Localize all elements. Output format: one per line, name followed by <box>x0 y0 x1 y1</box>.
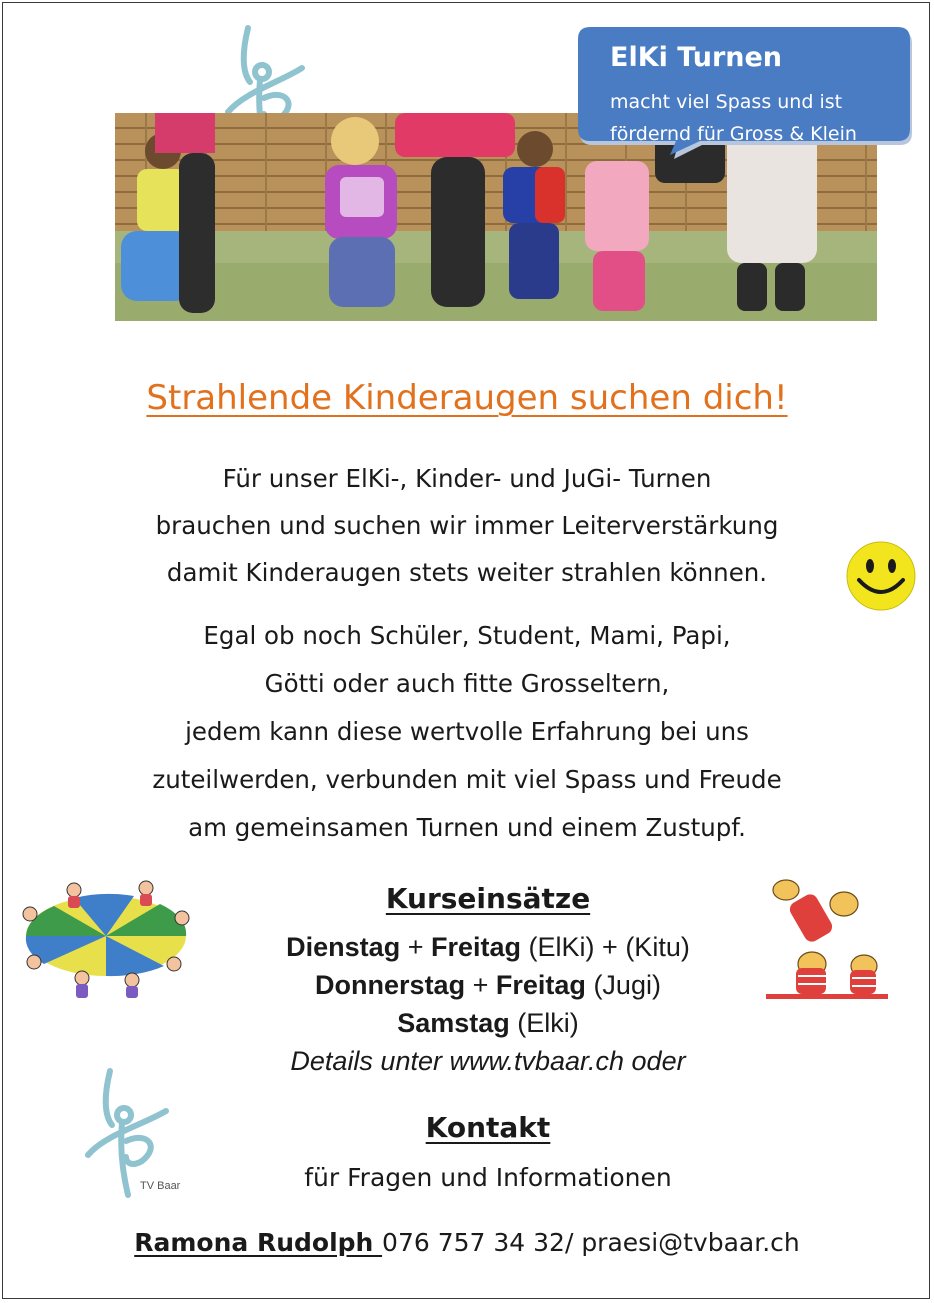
paragraph-line: brauchen und suchen wir immer Leiterverstärkung <box>155 511 779 540</box>
invitation-paragraph <box>0 612 934 852</box>
paragraph-line: jedem kann diese wertvolle Erfahrung bei uns <box>185 717 749 746</box>
paragraph-line: Für unser ElKi-, Kinder- und JuGi- Turnen <box>222 464 712 493</box>
bubble-title: ElKi Turnen <box>610 42 783 73</box>
schedule-row: Donnerstag + Freitag (Jugi) <box>315 970 661 1000</box>
paragraph-line: zuteilwerden, verbunden mit viel Spass und Freude <box>152 765 782 794</box>
courses-title: Kurseinsätze <box>385 882 591 915</box>
smiley-icon <box>845 540 917 612</box>
contact-phone-email: 076 757 34 32/ praesi@tvbaar.ch <box>382 1228 800 1257</box>
bubble-text <box>610 86 857 150</box>
paragraph-line: Götti oder auch fitte Grosseltern, <box>264 669 670 698</box>
logo-caption: TV Baar <box>140 1180 181 1192</box>
contact-name: Ramona Rudolph <box>134 1228 383 1257</box>
paragraph-line: am gemeinsamen Turnen und einem Zustupf. <box>188 813 746 842</box>
paragraph-line: Egal ob noch Schüler, Student, Mami, Papi, <box>203 621 731 650</box>
gymnast-dogs-illustration <box>766 876 890 1004</box>
contact-line <box>0 1228 934 1257</box>
headline: Strahlende Kinderaugen suchen dich! <box>146 378 788 418</box>
contact-title: Kontakt <box>425 1111 551 1144</box>
details-link-text: Details unter www.tvbaar.ch oder <box>290 1046 686 1076</box>
schedule-row: Samstag (Elki) <box>397 1008 579 1038</box>
contact-subtitle: für Fragen und Informationen <box>304 1163 672 1192</box>
bubble-line: macht viel Spass und ist <box>610 91 843 113</box>
paragraph-line: damit Kinderaugen stets weiter strahlen können. <box>166 558 768 587</box>
intro-paragraph <box>0 455 934 596</box>
bubble-line: fördernd für Gross & Klein <box>610 123 857 145</box>
schedule-row: Dienstag + Freitag (ElKi) + (Kitu) <box>286 932 690 962</box>
